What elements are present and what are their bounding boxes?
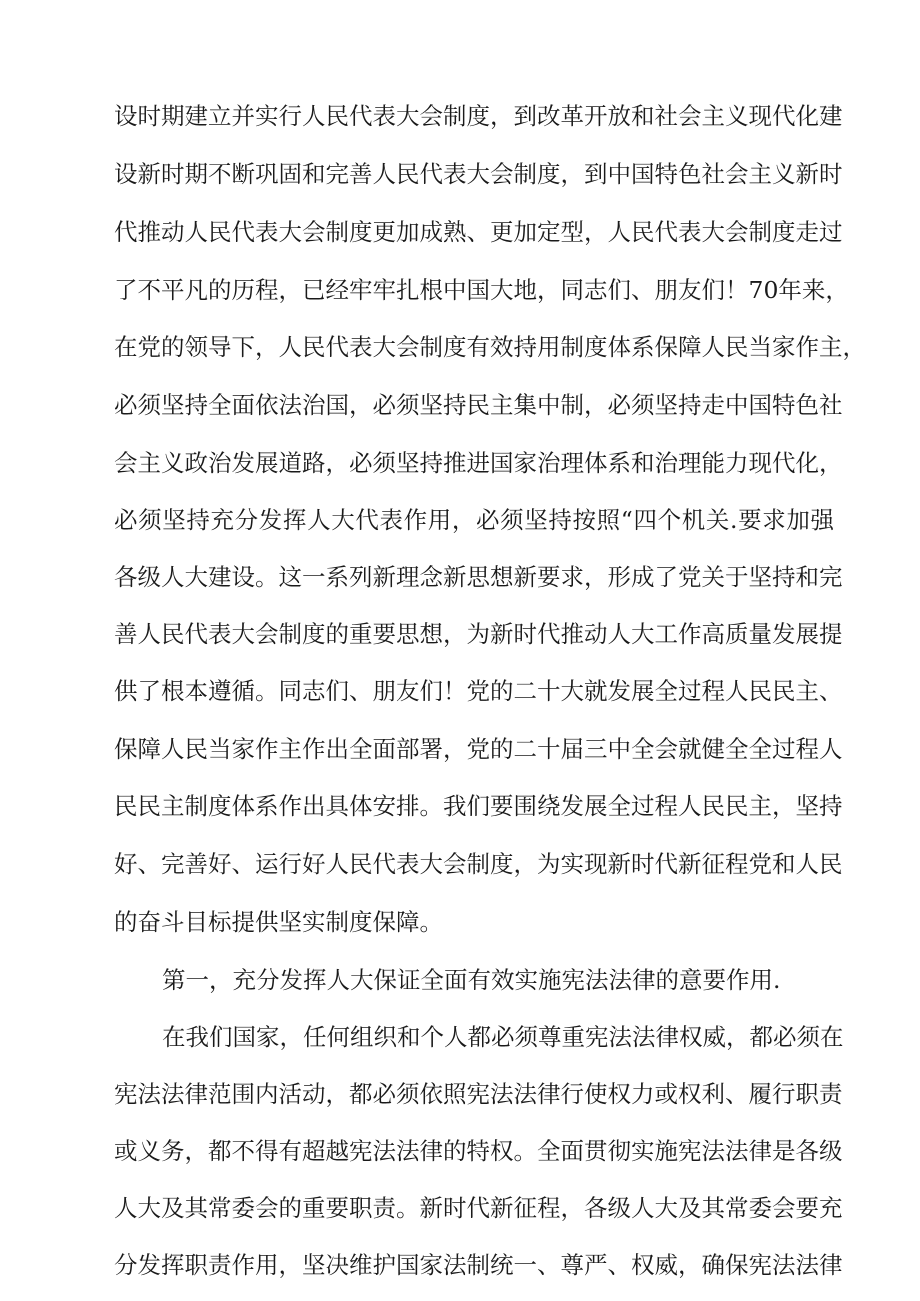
text-line: 必须坚持全面依法治国，必须坚持民主集中制，必须坚持走中国特色社 <box>114 391 843 419</box>
text-line: 在党的领导下，人民代表大会制度有效持用制度体系保障人民当家作主， <box>114 333 866 361</box>
text-line: 的奋斗目标提供坚实制度保障。 <box>114 908 443 936</box>
text-line: 宪法法律范围内活动，都必须依照宪法法律行使权力或权利、履行职责 <box>114 1080 843 1108</box>
text-line: 必须坚持充分发挥人大代表作用，必须坚持按照“四个机关.要求加强 <box>114 506 834 534</box>
text-line: 设新时期不断巩固和完善人民代表大会制度，到中国特色社会主义新时 <box>114 160 843 188</box>
text-line: 人大及其常委会的重要职责。新时代新征程，各级人大及其常委会要充 <box>114 1194 843 1222</box>
text-line: 民民主制度体系作出具体安排。我们要围绕发展全过程人民民主，坚持 <box>114 792 843 820</box>
text-line: 好、完善好、运行好人民代表大会制度，为实现新时代新征程党和人民 <box>114 850 843 878</box>
text-line: 会主义政治发展道路，必须坚持推进国家治理体系和治理能力现代化， <box>114 449 843 477</box>
text-line: 保障人民当家作主作出全面部署，党的二十届三中全会就健全全过程人 <box>114 735 843 763</box>
text-line: 善人民代表大会制度的重要思想，为新时代推动人大工作高质量发展提 <box>114 620 843 648</box>
text-line: 代推动人民代表大会制度更加成熟、更加定型，人民代表大会制度走过 <box>114 218 843 246</box>
text-line: 或义务，都不得有超越宪法法律的特权。全面贯彻实施宪法法律是各级 <box>114 1137 843 1165</box>
text-line: 设时期建立并实行人民代表大会制度，到改革开放和社会主义现代化建 <box>114 102 843 130</box>
text-line: 供了根本遵循。同志们、朋友们！党的二十大就发展全过程人民民主、 <box>114 677 843 705</box>
section-heading: 第一，充分发挥人大保证全面有效实施宪法法律的意要作用. <box>162 966 781 994</box>
text-line: 在我们国家，任何组织和个人都必须尊重宪法法律权威，都必须在 <box>162 1023 844 1051</box>
text-line: 分发挥职责作用，坚决维护国家法制统一、尊严、权威，确保宪法法律 <box>114 1251 843 1279</box>
text-line: 各级人大建设。这一系列新理念新思想新要求，形成了党关于坚持和完 <box>114 563 843 591</box>
text-line: 了不平凡的历程，已经牢牢扎根中国大地，同志们、朋友们！70年来， <box>114 276 849 304</box>
